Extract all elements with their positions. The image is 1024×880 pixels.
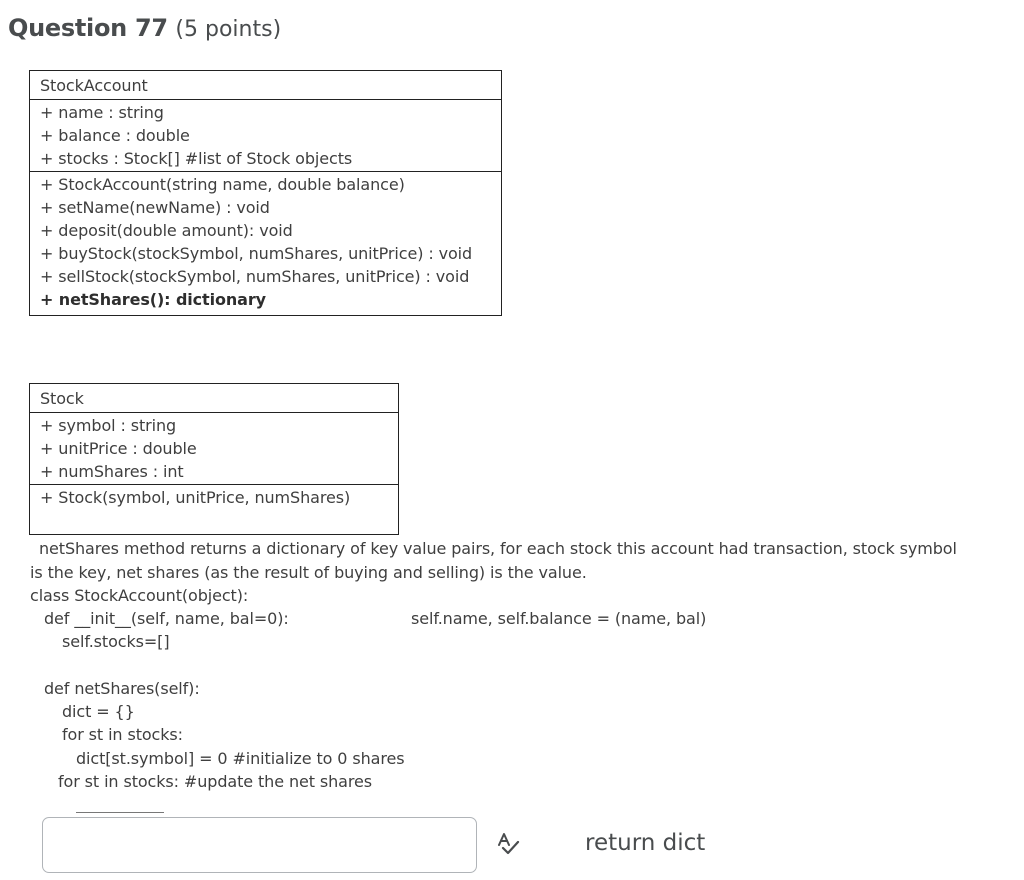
code-class-line: class StockAccount(object): [30,586,249,605]
uml-attributes-section [30,412,398,484]
code-dict-init: dict = {} [62,702,135,721]
blank-underline [76,812,164,813]
description-line: netShares method returns a dictionary of key value pairs, for each stock this account had transaction, stock symbol [39,539,957,558]
uml-class-stock [29,383,399,535]
code-for-loop-update: for st in stocks: #update the net shares [58,772,372,791]
spellcheck-icon[interactable] [496,831,522,857]
uml-methods-section [30,484,398,509]
uml-method: + StockAccount(string name, double balance) [40,175,405,194]
question-header [8,12,281,46]
code-netshares-def: def netShares(self): [44,679,200,698]
code-for-loop: for st in stocks: [62,725,183,744]
uml-method-highlighted: + netShares(): dictionary [40,290,266,309]
code-return-statement: return dict [585,830,706,856]
description-line: is the key, net shares (as the result of buying and selling) is the value. [30,563,587,582]
uml-method: + deposit(double amount): void [40,221,293,240]
uml-attribute: + unitPrice : double [40,439,197,458]
uml-class-name: Stock [40,389,84,408]
uml-class-name: StockAccount [40,76,148,95]
code-init-def: def __init__(self, name, bal=0): [44,609,289,628]
code-init-assign: self.name, self.balance = (name, bal) [411,609,707,628]
uml-method: + sellStock(stockSymbol, numShares, unitPrice) : void [40,267,470,286]
uml-class-stockaccount [29,70,502,316]
code-dict-zero: dict[st.symbol] = 0 #initialize to 0 shares [76,749,405,768]
uml-method: + setName(newName) : void [40,198,270,217]
uml-attribute: + symbol : string [40,416,177,435]
question-title: Question 77 [8,14,168,42]
uml-attribute: + stocks : Stock[] #list of Stock objects [40,149,353,168]
uml-method: + Stock(symbol, unitPrice, numShares) [40,488,351,507]
uml-attribute: + balance : double [40,126,190,145]
answer-input[interactable] [42,817,477,873]
uml-methods-section [30,171,501,311]
uml-attribute: + numShares : int [40,462,184,481]
code-stocks-init: self.stocks=[] [62,632,170,651]
uml-attribute: + name : string [40,103,164,122]
question-points: (5 points) [175,17,282,42]
uml-attributes-section [30,99,501,171]
uml-method: + buyStock(stockSymbol, numShares, unitPrice) : void [40,244,473,263]
